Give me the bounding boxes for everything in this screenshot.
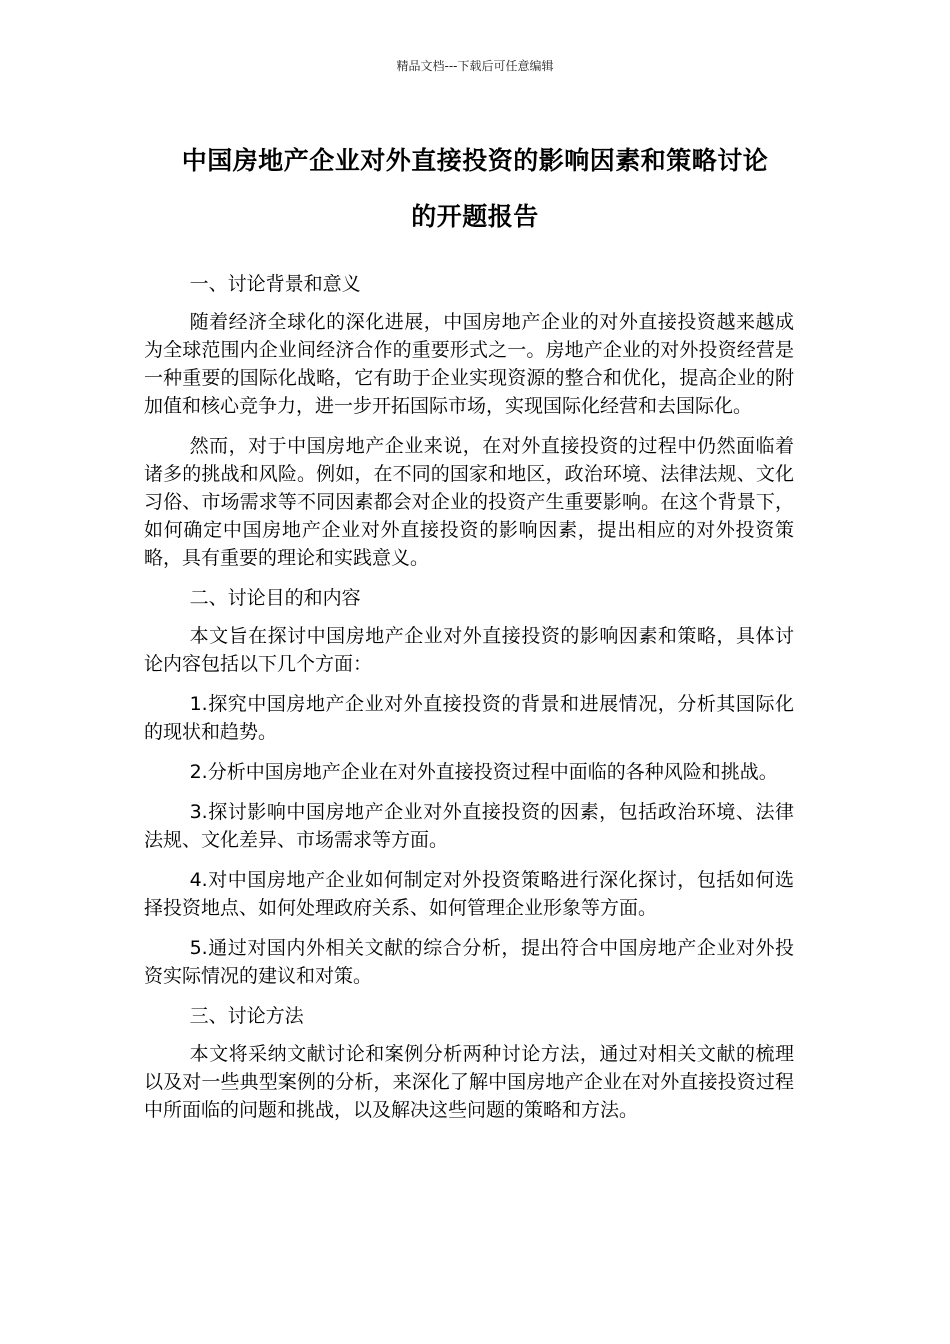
paragraph: 然而，对于中国房地产企业来说，在对外直接投资的过程中仍然面临着诸多的挑战和风险。例如，在不同的国家和地区，政治环境、法律法规、文化习俗、市场需求等不同因素都会对企业的投资产生重要影响。在这个背景下，如何确定中国房地产企业对外直接投资的影响因素，提出相应的对外投资策略，具有重要的理论和实践意义。: [144, 435, 794, 569]
list-item: 1.探究中国房地产企业对外直接投资的背景和进展情况，分析其国际化的现状和趋势。: [144, 693, 794, 743]
document-title: [140, 133, 810, 245]
list-item: 3.探讨影响中国房地产企业对外直接投资的因素，包括政治环境、法律法规、文化差异、市场需求等方面。: [144, 801, 794, 851]
title-line-1: 中国房地产企业对外直接投资的影响因素和策略讨论: [181, 146, 769, 175]
document-body: [144, 270, 794, 1136]
paragraph: 本文将采纳文献讨论和案例分析两种讨论方法，通过对相关文献的梳理以及对一些典型案例的分析，来深化了解中国房地产企业在对外直接投资过程中所面临的问题和挑战，以及解决这些问题的策略和方法。: [144, 1043, 794, 1121]
paragraph: 本文旨在探讨中国房地产企业对外直接投资的影响因素和策略，具体讨论内容包括以下几个方面：: [144, 625, 794, 675]
list-item: 5.通过对国内外相关文献的综合分析，提出符合中国房地产企业对外投资实际情况的建议和对策。: [144, 937, 794, 987]
section-heading-purpose: 二、讨论目的和内容: [189, 587, 361, 609]
list-item: 4.对中国房地产企业如何制定对外投资策略进行深化探讨，包括如何选择投资地点、如何处理政府关系、如何管理企业形象等方面。: [144, 869, 794, 919]
paragraph: 随着经济全球化的深化进展，中国房地产企业的对外直接投资越来越成为全球范围内企业间经济合作的重要形式之一。房地产企业的对外投资经营是一种重要的国际化战略，它有助于企业实现资源的整合和优化，提高企业的附加值和核心竞争力，进一步开拓国际市场，实现国际化经营和去国际化。: [144, 311, 794, 417]
page-header: 精品文档---下载后可任意编辑: [396, 59, 554, 73]
section-heading-method: 三、讨论方法: [189, 1005, 304, 1027]
title-line-2: 的开题报告: [411, 202, 539, 231]
section-heading-background: 一、讨论背景和意义: [189, 273, 361, 295]
list-item: 2.分析中国房地产企业在对外直接投资过程中面临的各种风险和挑战。: [189, 761, 778, 783]
